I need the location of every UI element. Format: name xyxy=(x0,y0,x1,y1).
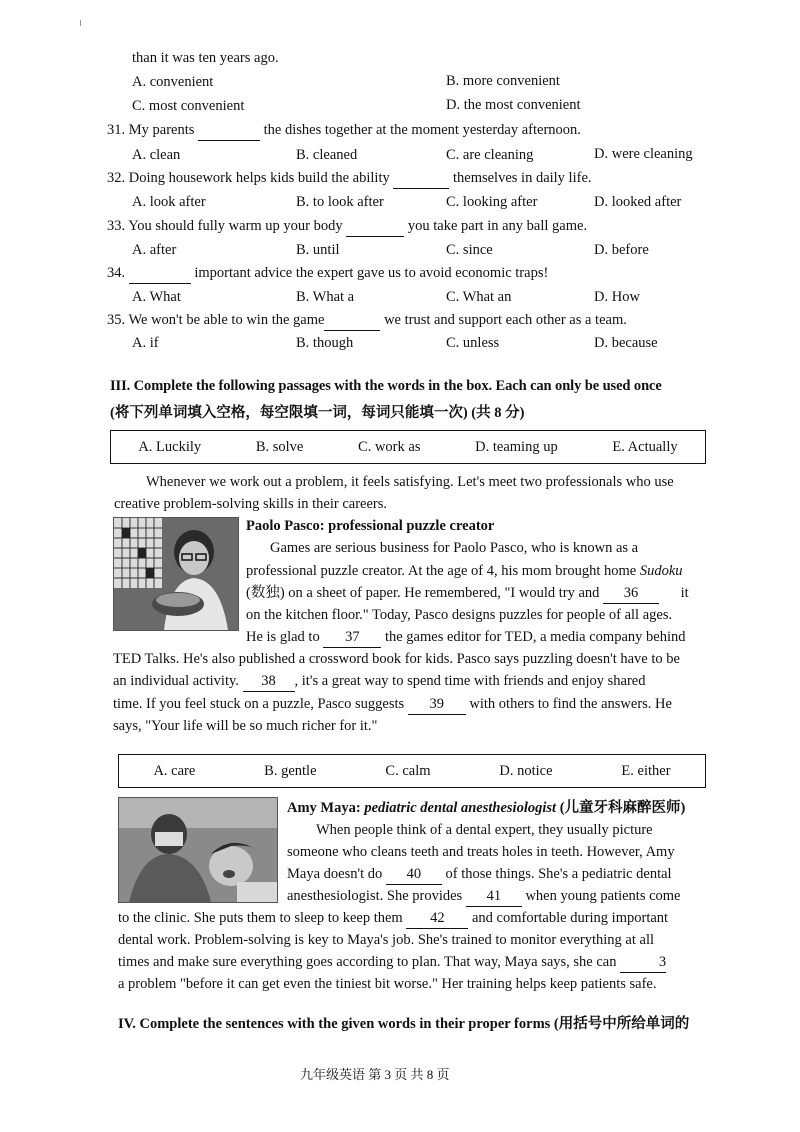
blank-39[interactable]: 39 xyxy=(408,694,466,715)
dental-anesthesiologist-illustration xyxy=(119,798,277,902)
passage-1-line: Games are serious business for Paolo Pasco, who is known as a xyxy=(270,540,639,556)
line-text: when young patients come xyxy=(525,888,681,904)
blank-41[interactable]: 41 xyxy=(466,886,522,907)
word-option: D. teaming up xyxy=(475,438,558,455)
word-option: D. notice xyxy=(499,762,553,779)
question-35 xyxy=(107,310,627,331)
title-role-cn: (儿童牙科麻醉医师) xyxy=(556,800,686,816)
question-number: 33. xyxy=(107,218,126,234)
question-number: 31. xyxy=(107,122,126,138)
line-text: times and make sure everything goes according to plan. That way, Maya says, she can xyxy=(118,954,617,970)
blank-36[interactable]: 36 xyxy=(603,583,659,604)
question-number: 35. xyxy=(107,312,126,328)
answer-blank xyxy=(198,120,260,141)
section-3-heading-cn: (将下列单词填入空格，每空限填一词，每词只能填一次) (共 8 分) xyxy=(110,405,525,421)
intro-line-1: Whenever we work out a problem, it feels satisfying. Let's meet two professionals who use xyxy=(146,474,674,490)
q33-option-c: C. since xyxy=(446,242,493,258)
passage-1-line xyxy=(246,561,683,581)
question-32 xyxy=(107,168,592,189)
q30-stem-tail: than it was ten years ago. xyxy=(132,50,279,66)
question-stem-pre: My parents xyxy=(128,122,195,138)
q30-option-d: D. the most convenient xyxy=(446,97,581,113)
word-option: E. either xyxy=(621,762,671,779)
question-stem-post: we trust and support each other as a team. xyxy=(384,312,627,328)
line-text: of those things. She's a pediatric dental xyxy=(445,866,672,882)
q34-option-c: C. What an xyxy=(446,289,512,305)
line-italic: Sudoku xyxy=(639,563,683,579)
q35-option-b: B. though xyxy=(296,335,354,351)
question-stem-pre: We won't be able to win the game xyxy=(128,312,325,328)
line-text: , it's a great way to spend time with friends and enjoy shared xyxy=(294,673,646,689)
blank-40[interactable]: 40 xyxy=(386,864,442,885)
line-text: Maya doesn't do xyxy=(287,866,383,882)
passage-2-line xyxy=(287,886,681,907)
line-text: anesthesiologist. She provides xyxy=(287,888,463,904)
q31-option-a: A. clean xyxy=(132,147,181,163)
question-number: 32. xyxy=(107,170,126,186)
q34-option-b: B. What a xyxy=(296,289,355,305)
passage-1-line xyxy=(246,627,685,648)
puzzle-creator-photo xyxy=(113,517,239,631)
q34-option-d: D. How xyxy=(594,289,640,305)
passage-2-line: dental work. Problem-solving is key to Maya's job. She's trained to monitor everything at all xyxy=(118,932,654,948)
scan-mark xyxy=(80,20,81,26)
q32-option-b: B. to look after xyxy=(296,194,384,210)
passage-2-line xyxy=(118,952,666,973)
answer-blank xyxy=(393,168,449,189)
q30-option-a: A. convenient xyxy=(132,74,214,90)
answer-blank xyxy=(324,310,380,331)
line-text: He is glad to xyxy=(246,629,320,645)
q35-option-d: D. because xyxy=(594,335,658,351)
title-role: pediatric dental anesthesiologist xyxy=(364,800,557,816)
question-stem-post: you take part in any ball game. xyxy=(407,218,588,234)
passage-2-title xyxy=(287,798,685,818)
passage-2-line: a problem "before it can get even the tiniest bit worse." Her training helps keep patients safe. xyxy=(118,976,657,992)
word-option: C. calm xyxy=(385,762,431,779)
blank-37[interactable]: 37 xyxy=(323,627,381,648)
passage-2-line xyxy=(287,864,672,885)
word-box-1 xyxy=(110,430,706,464)
passage-1-line: TED Talks. He's also published a crossword book for kids. Pasco says puzzling doesn't have to be xyxy=(113,651,680,667)
answer-blank xyxy=(129,263,191,284)
q31-option-b: B. cleaned xyxy=(296,147,358,163)
passage-1-line: says, "Your life will be so much richer for it." xyxy=(113,718,378,734)
question-33 xyxy=(107,216,587,237)
line-text: the games editor for TED, a media company behind xyxy=(384,629,686,645)
question-stem-post: important advice the expert gave us to avoid economic traps! xyxy=(194,265,549,281)
line-text: it xyxy=(680,585,689,601)
question-stem-post: the dishes together at the moment yesterday afternoon. xyxy=(263,122,581,138)
q30-option-b: B. more convenient xyxy=(446,73,560,89)
question-number: 34. xyxy=(107,265,126,281)
line-text: (数独) on a sheet of paper. He remembered, "I would try and xyxy=(246,585,600,601)
word-box-2 xyxy=(118,754,706,788)
passage-1-line: on the kitchen floor." Today, Pasco designs puzzles for people of all ages. xyxy=(246,607,673,623)
word-option: A. care xyxy=(153,762,196,779)
line-text: and comfortable during important xyxy=(471,910,669,926)
answer-blank xyxy=(346,216,404,237)
q34-option-a: A. What xyxy=(132,289,181,305)
word-option: B. gentle xyxy=(264,762,317,779)
passage-1-title: Paolo Pasco: professional puzzle creator xyxy=(246,518,495,534)
line-text: professional puzzle creator. At the age of 4, his mom brought home xyxy=(246,563,640,579)
blank-42[interactable]: 42 xyxy=(406,908,468,929)
word-option: E. Actually xyxy=(612,438,678,455)
section-4-heading: IV. Complete the sentences with the given words in their proper forms (用括号中所给单词的 xyxy=(118,1016,690,1032)
page-footer: 九年级英语 第 3 页 共 8 页 xyxy=(300,1067,450,1082)
line-text: with others to find the answers. He xyxy=(469,696,672,712)
word-option: C. work as xyxy=(358,438,421,455)
q32-option-c: C. looking after xyxy=(446,194,538,210)
line-text: to the clinic. She puts them to sleep to keep them xyxy=(118,910,403,926)
word-option: A. Luckily xyxy=(138,438,202,455)
question-stem-pre: You should fully warm up your body xyxy=(128,218,343,234)
passage-1-line xyxy=(113,694,672,715)
q32-option-d: D. looked after xyxy=(594,194,682,210)
question-stem-pre: Doing housework helps kids build the ability xyxy=(128,170,390,186)
q30-option-c: C. most convenient xyxy=(132,98,245,114)
passage-2-line: When people think of a dental expert, they usually picture xyxy=(316,822,653,838)
q33-option-d: D. before xyxy=(594,242,649,258)
question-stem-post: themselves in daily life. xyxy=(452,170,592,186)
blank-43[interactable]: 3 xyxy=(620,952,666,973)
blank-38[interactable]: 38 xyxy=(243,671,295,692)
intro-line-2: creative problem-solving skills in their careers. xyxy=(114,496,387,512)
line-text: time. If you feel stuck on a puzzle, Pasco suggests xyxy=(113,696,405,712)
q35-option-c: C. unless xyxy=(446,335,500,351)
q32-option-a: A. look after xyxy=(132,194,206,210)
q35-option-a: A. if xyxy=(132,335,159,351)
passage-1-line xyxy=(246,583,689,604)
q33-option-b: B. until xyxy=(296,242,340,258)
word-option: B. solve xyxy=(255,438,304,455)
passage-2-line: someone who cleans teeth and treats holes in teeth. However, Amy xyxy=(287,844,675,860)
dental-anesthesiologist-photo xyxy=(118,797,278,903)
puzzle-creator-illustration xyxy=(114,518,238,630)
q31-option-d: D. were cleaning xyxy=(594,146,693,162)
section-3-heading-en: III. Complete the following passages with the words in the box. Each can only be used once xyxy=(110,378,662,394)
question-34 xyxy=(107,263,548,284)
q31-option-c: C. are cleaning xyxy=(446,147,534,163)
question-31 xyxy=(107,120,581,141)
line-text: an individual activity. xyxy=(113,673,239,689)
title-name: Amy Maya: xyxy=(287,800,365,816)
q33-option-a: A. after xyxy=(132,242,177,258)
passage-2-line xyxy=(118,908,668,929)
passage-1-line xyxy=(113,671,645,692)
